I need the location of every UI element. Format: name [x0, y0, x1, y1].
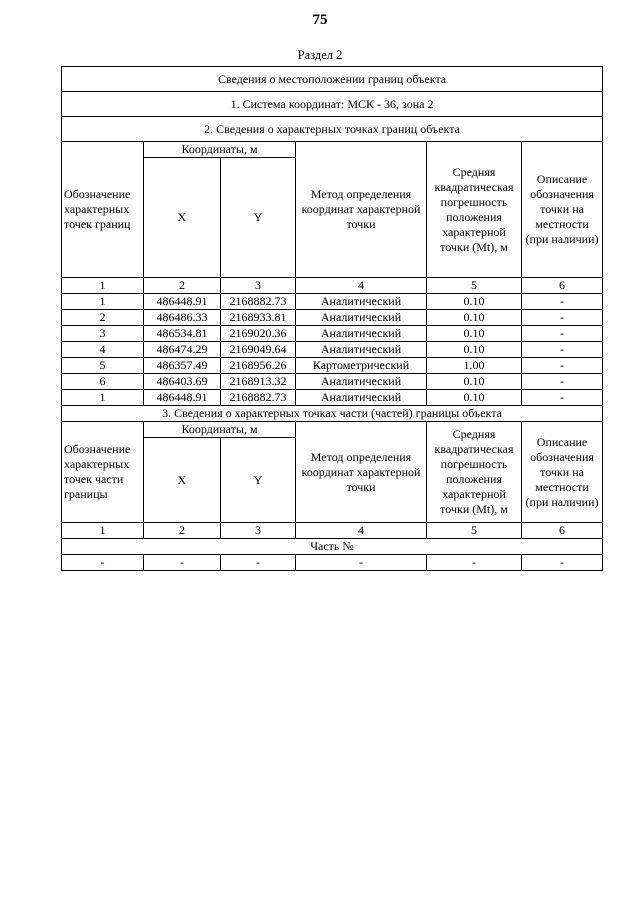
cell-error: 1.00 — [427, 358, 522, 374]
header-coordinates: Координаты, м — [144, 422, 296, 438]
cell-x: 486403.69 — [144, 374, 221, 390]
cell-point: 3 — [62, 326, 144, 342]
part-label: Часть № — [62, 539, 603, 555]
column-number: 5 — [427, 523, 522, 539]
column-number: 3 — [221, 278, 296, 294]
cell-x: 486357.49 — [144, 358, 221, 374]
section3-title: 3. Сведения о характерных точках части (частей) границы объекта — [62, 406, 603, 422]
header-error: Средняя квадратическая погрешность положения характерной точки (Mt), м — [427, 142, 522, 278]
cell-method: Аналитический — [296, 294, 427, 310]
cell-description: - — [522, 310, 603, 326]
header-y: Y — [221, 158, 296, 278]
header-method: Метод определения координат характерной точки — [296, 142, 427, 278]
page-number: 75 — [312, 12, 328, 28]
cell-description: - — [522, 358, 603, 374]
boundary-table — [61, 66, 603, 571]
cell-x: 486474.29 — [144, 342, 221, 358]
table-row — [62, 358, 603, 374]
column-number: 6 — [522, 278, 603, 294]
table-row — [62, 294, 603, 310]
header-y: Y — [221, 438, 296, 523]
cell-method: Аналитический — [296, 374, 427, 390]
table-title: Сведения о местоположении границ объекта — [62, 67, 603, 92]
cell-y: 2168933.81 — [221, 310, 296, 326]
table-row — [62, 326, 603, 342]
section2-column-numbers — [62, 278, 603, 294]
cell-method: - — [296, 555, 427, 571]
cell-x: 486448.91 — [144, 294, 221, 310]
cell-description: - — [522, 374, 603, 390]
cell-point: 5 — [62, 358, 144, 374]
column-number: 2 — [144, 278, 221, 294]
header-error: Средняя квадратическая погрешность положения характерной точки (Mt), м — [427, 422, 522, 523]
table-row — [62, 390, 603, 406]
cell-error: 0.10 — [427, 390, 522, 406]
header-point: Обозначение характерных точек границ — [62, 142, 144, 278]
header-point: Обозначение характерных точек части границы — [62, 422, 144, 523]
column-number: 6 — [522, 523, 603, 539]
section3-column-numbers — [62, 523, 603, 539]
column-number: 1 — [62, 278, 144, 294]
cell-point: 1 — [62, 390, 144, 406]
cell-x: 486534.81 — [144, 326, 221, 342]
section2-header-top — [62, 142, 603, 158]
cell-description: - — [522, 326, 603, 342]
header-method: Метод определения координат характерной точки — [296, 422, 427, 523]
header-description: Описание обозначения точки на местности (при наличии) — [522, 142, 603, 278]
cell-y: 2168913.32 — [221, 374, 296, 390]
coordinate-system-row — [62, 92, 603, 117]
table-row — [62, 555, 603, 571]
cell-method: Аналитический — [296, 326, 427, 342]
section2-title: 2. Сведения о характерных точках границ объекта — [62, 117, 603, 142]
header-x: X — [144, 158, 221, 278]
cell-y: 2169049.64 — [221, 342, 296, 358]
cell-point: - — [62, 555, 144, 571]
cell-description: - — [522, 342, 603, 358]
section2-title-row — [62, 117, 603, 142]
section-label: Раздел 2 — [297, 48, 343, 62]
cell-method: Аналитический — [296, 390, 427, 406]
column-number: 3 — [221, 523, 296, 539]
cell-description: - — [522, 555, 603, 571]
header-coordinates: Координаты, м — [144, 142, 296, 158]
table-row — [62, 310, 603, 326]
cell-y: 2169020.36 — [221, 326, 296, 342]
part-label-row — [62, 539, 603, 555]
cell-error: - — [427, 555, 522, 571]
cell-y: 2168956.26 — [221, 358, 296, 374]
cell-y: 2168882.73 — [221, 294, 296, 310]
column-number: 4 — [296, 278, 427, 294]
table-row — [62, 342, 603, 358]
cell-error: 0.10 — [427, 310, 522, 326]
cell-point: 6 — [62, 374, 144, 390]
cell-method: Аналитический — [296, 342, 427, 358]
column-number: 1 — [62, 523, 144, 539]
cell-point: 4 — [62, 342, 144, 358]
table-row — [62, 374, 603, 390]
cell-y: - — [221, 555, 296, 571]
coordinate-system: 1. Система координат: МСК - 36, зона 2 — [62, 92, 603, 117]
column-number: 2 — [144, 523, 221, 539]
header-x: X — [144, 438, 221, 523]
column-number: 5 — [427, 278, 522, 294]
cell-description: - — [522, 390, 603, 406]
cell-error: 0.10 — [427, 374, 522, 390]
cell-point: 1 — [62, 294, 144, 310]
cell-method: Аналитический — [296, 310, 427, 326]
cell-x: 486448.91 — [144, 390, 221, 406]
cell-x: - — [144, 555, 221, 571]
cell-x: 486486.33 — [144, 310, 221, 326]
header-description: Описание обозначения точки на местности (при наличии) — [522, 422, 603, 523]
cell-error: 0.10 — [427, 294, 522, 310]
table-title-row — [62, 67, 603, 92]
cell-point: 2 — [62, 310, 144, 326]
cell-method: Картометрический — [296, 358, 427, 374]
section3-header-top — [62, 422, 603, 438]
cell-error: 0.10 — [427, 342, 522, 358]
section3-title-row — [62, 406, 603, 422]
column-number: 4 — [296, 523, 427, 539]
cell-y: 2168882.73 — [221, 390, 296, 406]
cell-description: - — [522, 294, 603, 310]
cell-error: 0.10 — [427, 326, 522, 342]
